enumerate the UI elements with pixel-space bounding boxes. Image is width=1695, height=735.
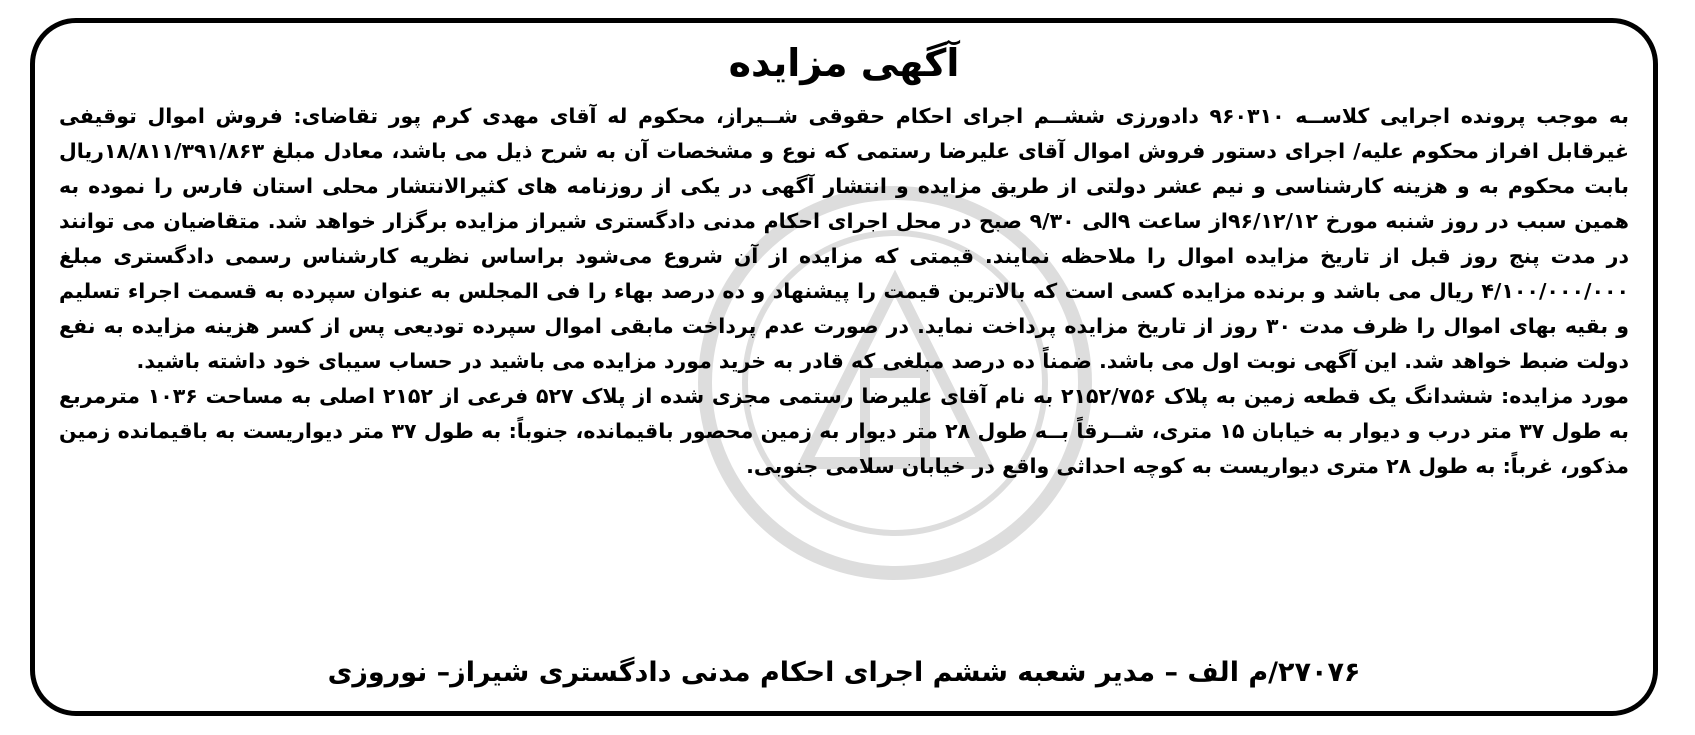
notice-footer-signature: ۲۷۰۷۶/م الف – مدیر شعبه ششم اجرای احکام مدنی دادگستری شیراز– نوروزی — [327, 657, 1361, 688]
notice-paragraph-terms: به موجب پرونده اجرایی کلاســه ۹۶۰۳۱۰ دادورزی ششــم اجرای احکام حقوقی شــیراز، محکوم له آقای مهدی کرم پور تقاضای: فروش اموال توقیفی غیرقابل افراز محکوم علیه/ اجرای دستور فروش اموال آقای علیرضا رستمی که نوع و مشخصات آن به شرح ذیل می باشد، معادل مبلغ ۱۸/۸۱۱/۳۹۱/۸۶۳ریال بابت محکوم به و هزینه کارشناسی و نیم عشر دولتی از طریق مزایده و انتشار آگهی در یکی از روزنامه های کثیرالانتشار محلی استان فارس را نموده به همین سبب در روز شنبه مورخ ۹۶/۱۲/۱۲از ساعت ۹الی ۹/۳۰ صبح در محل اجرای احکام مدنی دادگستری شیراز مزایده برگزار خواهد شد. متقاضیان می توانند در مدت پنج روز قبل از تاریخ مزایده اموال را ملاحظه نمایند. قیمتی که مزایده از آن شروع می‌شود براساس نظریه کارشناس رسمی دادگستری مبلغ ۴/۱۰۰/۰۰۰/۰۰۰ ریال می باشد و برنده مزایده کسی است که بالاترین قیمت را پیشنهاد و ده درصد بهاء را فی المجلس به عنوان سپرده به قسمت اجراء تسلیم و بقیه بهای اموال را ظرف مدت ۳۰ روز از تاریخ مزایده پرداخت نماید. در صورت عدم پرداخت مابقی اموال سپرده تودیعی پس از کسر هزینه مزایده به نفع دولت ضبط خواهد شد. این آگهی نوبت اول می باشد. ضمناً ده درصد مبلغی که قادر به خرید مورد مزایده می باشید در حساب سیبای خود داشته باشید. — [59, 104, 1630, 373]
notice-frame — [30, 18, 1658, 716]
notice-title: آگهی مزایده — [728, 41, 960, 85]
notice-paragraph-property: مورد مزایده: ششدانگ یک قطعه زمین به پلاک ۲۱۵۲/۷۵۶ به نام آقای علیرضا رستمی مجزی شده از پلاک ۵۲۷ فرعی از ۲۱۵۲ اصلی به مساحت ۱۰۳۶ مترمربع به طول ۳۷ متر درب و دیوار به خیابان ۱۵ متری، شــرقاً بــه طول ۲۸ متر دیوار به زمین محصور باقیمانده، جنوباً: به طول ۳۷ متر دیواریست به باقیمانده زمین مذکور، غرباً: به طول ۲۸ متری دیواریست به کوچه احداثی واقع در خیابان سلامی جنوبی. — [59, 384, 1629, 478]
notice-body — [59, 99, 1629, 484]
